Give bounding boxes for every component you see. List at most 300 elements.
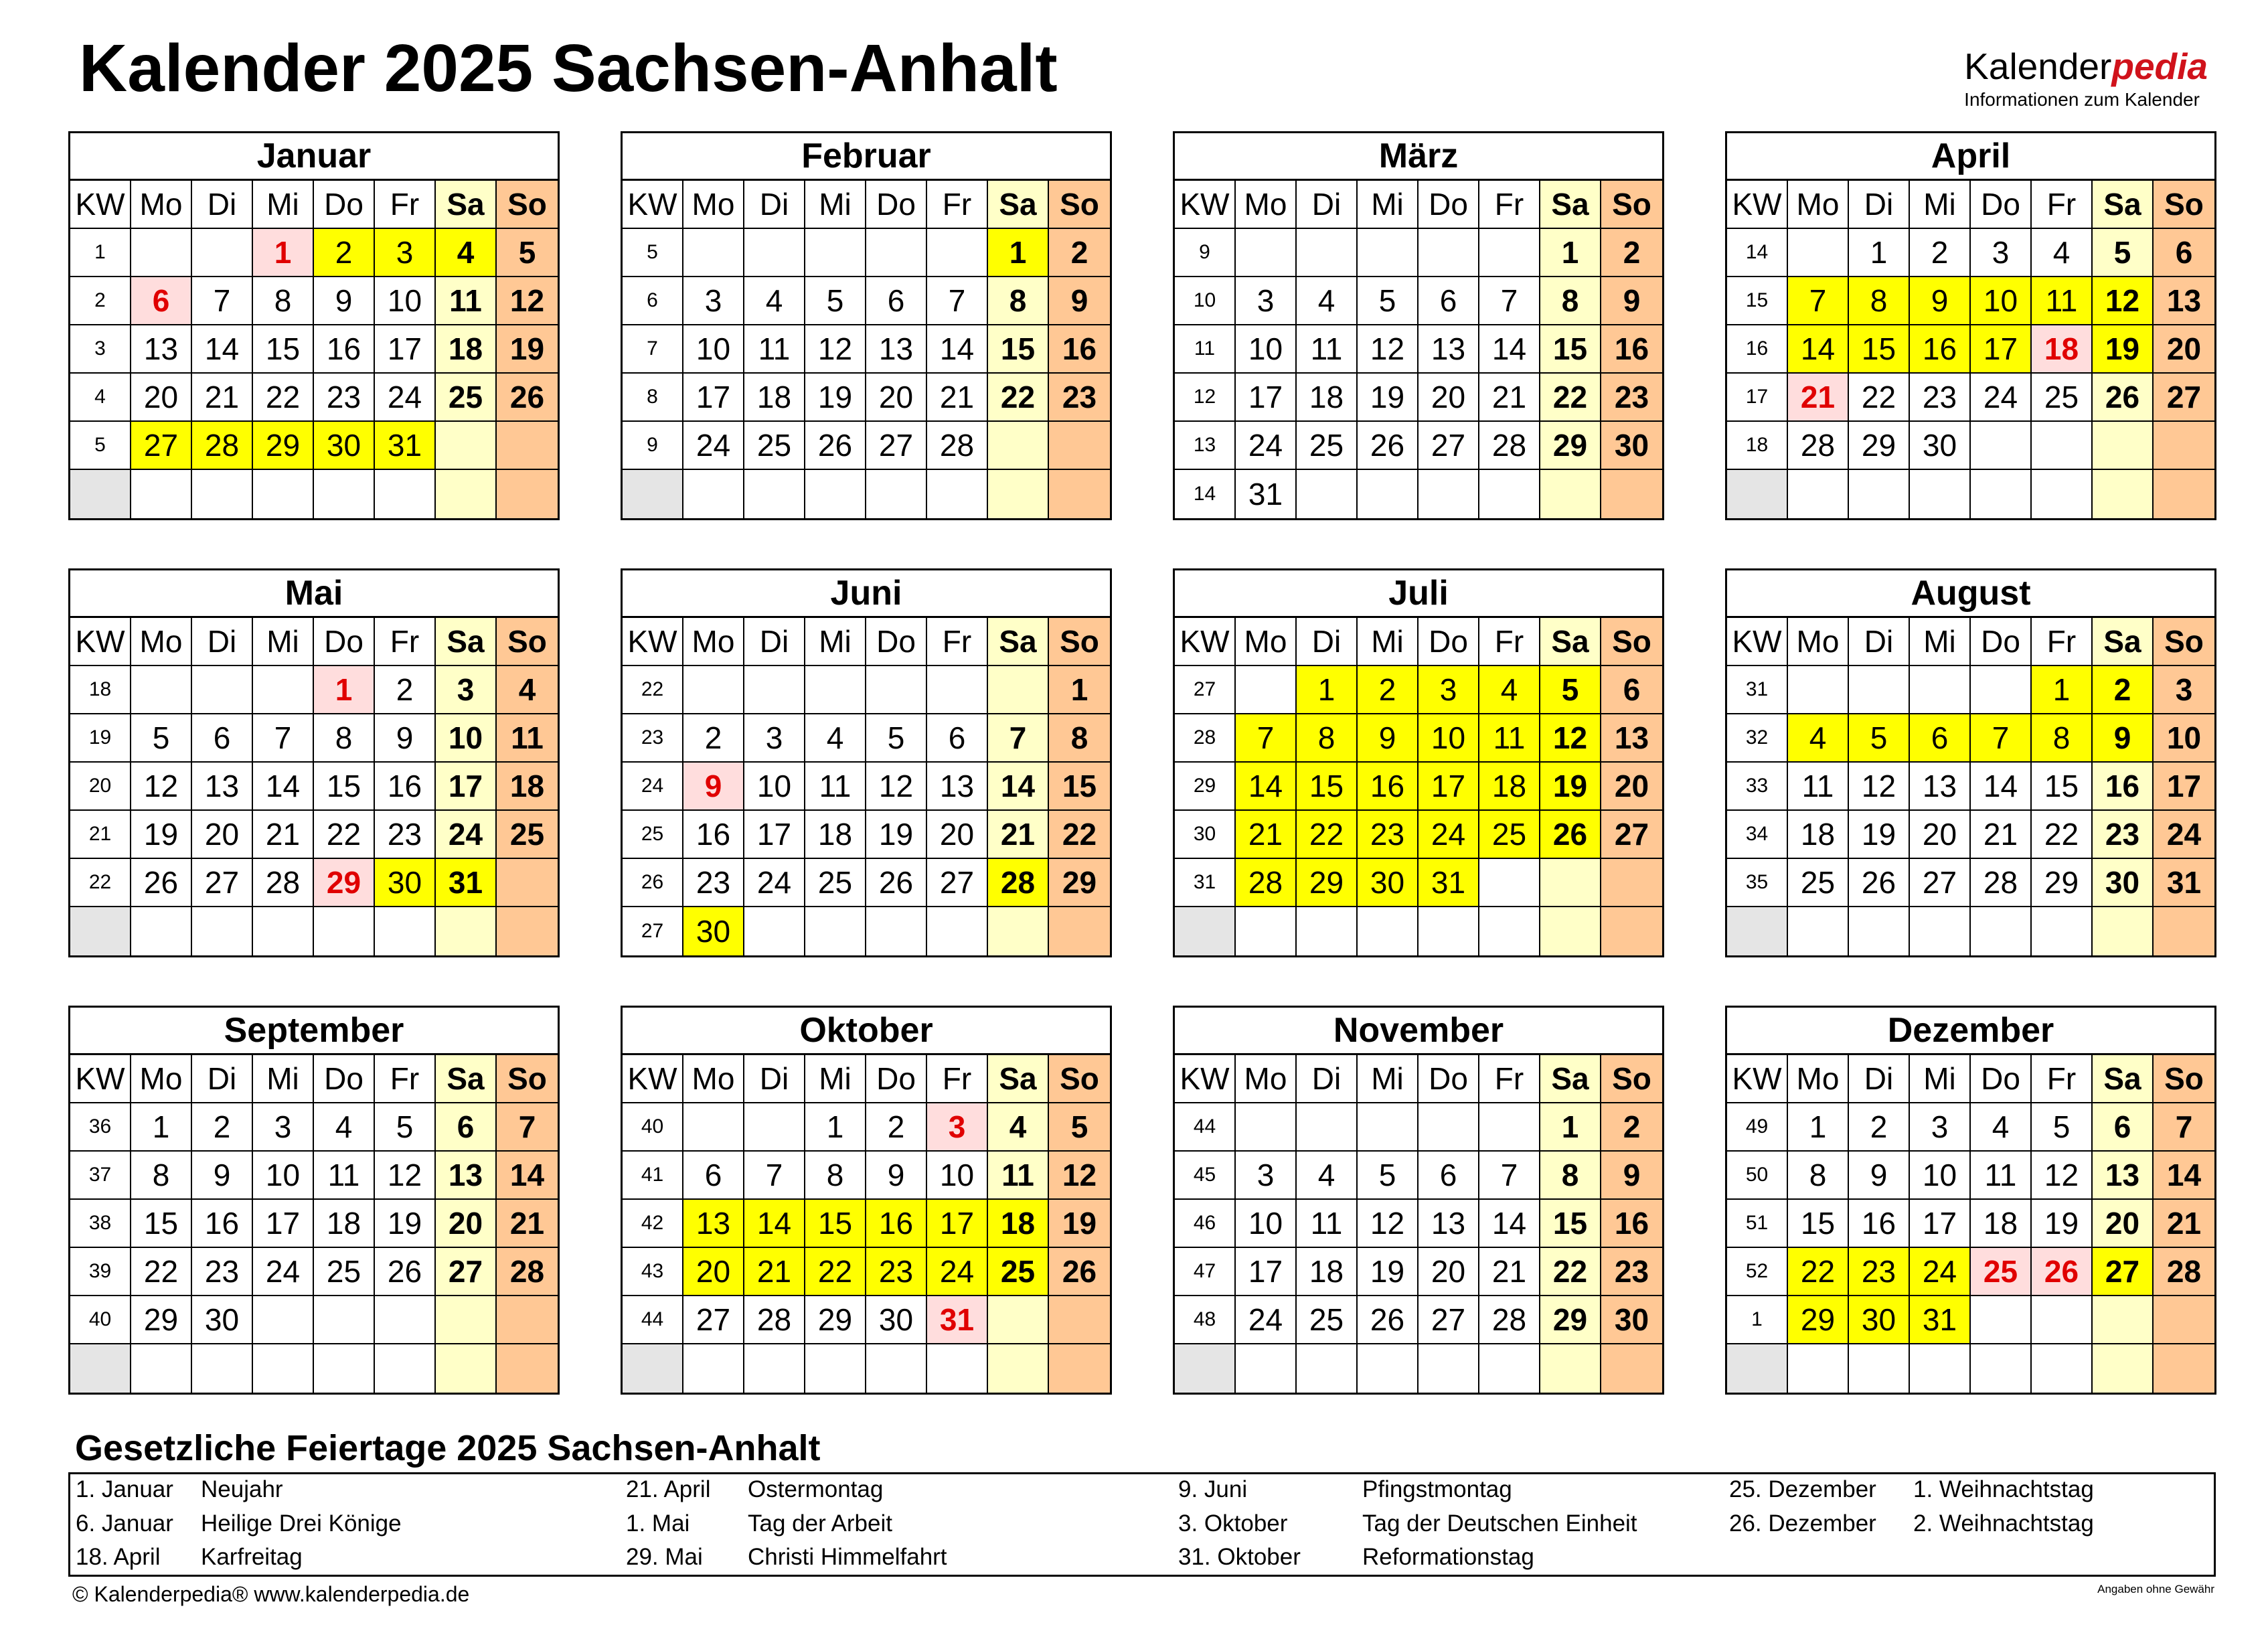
day-cell: 24 bbox=[1236, 422, 1297, 470]
week-number: 35 bbox=[1727, 859, 1788, 907]
empty-day-cell bbox=[436, 1296, 497, 1344]
empty-day-cell bbox=[1419, 229, 1479, 277]
day-cell: 19 bbox=[497, 325, 558, 374]
week-number: 25 bbox=[623, 811, 683, 859]
weekday-header-so: So bbox=[1049, 618, 1110, 666]
empty-day-cell bbox=[2093, 1296, 2154, 1344]
empty-day-cell bbox=[253, 1344, 314, 1393]
empty-day-cell bbox=[1849, 907, 1910, 955]
day-cell: 9 bbox=[1601, 1152, 1662, 1200]
day-cell: 18 bbox=[314, 1200, 375, 1248]
holiday-name: 2. Weihnachtstag bbox=[1913, 1510, 2094, 1537]
weekday-header-so: So bbox=[2154, 618, 2214, 666]
day-cell: 19 bbox=[1049, 1200, 1110, 1248]
empty-day-cell bbox=[988, 1344, 1049, 1393]
day-cell: 8 bbox=[1049, 714, 1110, 763]
day-cell: 27 bbox=[1601, 811, 1662, 859]
day-cell: 13 bbox=[131, 325, 192, 374]
month-title: November bbox=[1175, 1008, 1662, 1055]
day-cell: 21 bbox=[253, 811, 314, 859]
weekday-header-so: So bbox=[1049, 1055, 1110, 1103]
weekday-header-so: So bbox=[1601, 618, 1662, 666]
day-cell: 5 bbox=[866, 714, 927, 763]
day-cell: 11 bbox=[988, 1152, 1049, 1200]
empty-day-cell bbox=[131, 470, 192, 518]
weekday-header-mi: Mi bbox=[1358, 618, 1419, 666]
day-cell: 17 bbox=[1419, 763, 1479, 811]
day-cell: 1 bbox=[1540, 229, 1601, 277]
empty-day-cell bbox=[1788, 907, 1849, 955]
week-number: 40 bbox=[623, 1103, 683, 1152]
empty-day-cell bbox=[744, 1344, 805, 1393]
day-cell: 20 bbox=[1419, 1248, 1479, 1296]
week-number: 19 bbox=[70, 714, 131, 763]
empty-day-cell bbox=[131, 907, 192, 955]
day-cell: 15 bbox=[1540, 1200, 1601, 1248]
day-cell: 8 bbox=[1297, 714, 1358, 763]
week-number: 11 bbox=[1175, 325, 1236, 374]
week-number: 9 bbox=[623, 422, 683, 470]
day-cell: 5 bbox=[131, 714, 192, 763]
holiday-date: 21. April bbox=[626, 1476, 711, 1502]
day-cell: 14 bbox=[2154, 1152, 2214, 1200]
day-cell: 17 bbox=[927, 1200, 988, 1248]
month-april bbox=[1725, 131, 2216, 520]
empty-day-cell bbox=[927, 1344, 988, 1393]
empty-day-cell bbox=[805, 229, 866, 277]
day-cell: 27 bbox=[192, 859, 253, 907]
day-cell: 18 bbox=[1479, 763, 1540, 811]
day-cell: 14 bbox=[253, 763, 314, 811]
day-cell: 18 bbox=[436, 325, 497, 374]
empty-day-cell bbox=[436, 470, 497, 518]
day-cell: 17 bbox=[744, 811, 805, 859]
day-cell: 27 bbox=[1419, 422, 1479, 470]
day-cell: 13 bbox=[1601, 714, 1662, 763]
day-cell: 6 bbox=[2093, 1103, 2154, 1152]
week-number: 23 bbox=[623, 714, 683, 763]
day-cell: 7 bbox=[192, 277, 253, 325]
day-cell: 2 bbox=[866, 1103, 927, 1152]
day-cell: 26 bbox=[2093, 374, 2154, 422]
day-cell: 16 bbox=[866, 1200, 927, 1248]
week-number: 33 bbox=[1727, 763, 1788, 811]
holiday-name: Pfingstmontag bbox=[1362, 1476, 1512, 1502]
holiday-name: 1. Weihnachtstag bbox=[1913, 1476, 2094, 1502]
holidays-title: Gesetzliche Feiertage 2025 Sachsen-Anhalt bbox=[75, 1428, 821, 1468]
day-cell: 16 bbox=[683, 811, 744, 859]
empty-day-cell bbox=[1601, 859, 1662, 907]
weekday-header-fr: Fr bbox=[375, 618, 436, 666]
week-number: 31 bbox=[1727, 666, 1788, 714]
month-grid bbox=[1727, 1055, 2214, 1393]
day-cell: 15 bbox=[1297, 763, 1358, 811]
weekday-header-so: So bbox=[2154, 1055, 2214, 1103]
day-cell: 24 bbox=[436, 811, 497, 859]
day-cell: 3 bbox=[436, 666, 497, 714]
day-cell: 31 bbox=[375, 422, 436, 470]
weekday-header-mi: Mi bbox=[253, 1055, 314, 1103]
day-cell: 21 bbox=[1479, 374, 1540, 422]
weekday-header-di: Di bbox=[744, 181, 805, 229]
holiday-date: 25. Dezember bbox=[1729, 1476, 1876, 1502]
day-cell: 26 bbox=[2032, 1248, 2093, 1296]
day-cell: 25 bbox=[2032, 374, 2093, 422]
day-cell: 14 bbox=[988, 763, 1049, 811]
month-title: Juni bbox=[623, 570, 1110, 618]
day-cell: 30 bbox=[1358, 859, 1419, 907]
month-title: Januar bbox=[70, 133, 558, 181]
day-cell: 18 bbox=[805, 811, 866, 859]
day-cell: 24 bbox=[1419, 811, 1479, 859]
empty-day-cell bbox=[927, 907, 988, 955]
day-cell: 8 bbox=[1788, 1152, 1849, 1200]
day-cell: 3 bbox=[744, 714, 805, 763]
weekday-header-sa: Sa bbox=[1540, 181, 1601, 229]
day-cell: 20 bbox=[131, 374, 192, 422]
day-cell: 23 bbox=[314, 374, 375, 422]
day-cell: 10 bbox=[1971, 277, 2032, 325]
empty-day-cell bbox=[1419, 1344, 1479, 1393]
day-cell: 28 bbox=[2154, 1248, 2214, 1296]
month-september bbox=[68, 1006, 560, 1395]
day-cell: 20 bbox=[2154, 325, 2214, 374]
month-grid bbox=[70, 618, 558, 955]
day-cell: 2 bbox=[1910, 229, 1971, 277]
day-cell: 10 bbox=[683, 325, 744, 374]
empty-day-cell bbox=[1236, 907, 1297, 955]
day-cell: 1 bbox=[2032, 666, 2093, 714]
day-cell: 25 bbox=[988, 1248, 1049, 1296]
week-number: 29 bbox=[1175, 763, 1236, 811]
day-cell: 5 bbox=[375, 1103, 436, 1152]
empty-day-cell bbox=[1910, 470, 1971, 518]
day-cell: 26 bbox=[131, 859, 192, 907]
empty-day-cell bbox=[1479, 907, 1540, 955]
empty-day-cell bbox=[2093, 907, 2154, 955]
empty-day-cell bbox=[1788, 229, 1849, 277]
weekday-header-sa: Sa bbox=[436, 181, 497, 229]
empty-day-cell bbox=[131, 1344, 192, 1393]
day-cell: 7 bbox=[497, 1103, 558, 1152]
day-cell: 31 bbox=[436, 859, 497, 907]
empty-day-cell bbox=[436, 1344, 497, 1393]
weekday-header-mo: Mo bbox=[1788, 1055, 1849, 1103]
day-cell: 9 bbox=[1910, 277, 1971, 325]
week-number: 27 bbox=[623, 907, 683, 955]
weekday-header-do: Do bbox=[314, 618, 375, 666]
week-number: 24 bbox=[623, 763, 683, 811]
day-cell: 7 bbox=[1479, 1152, 1540, 1200]
day-cell: 24 bbox=[253, 1248, 314, 1296]
logo-brand-main: Kalender bbox=[1964, 46, 2112, 87]
day-cell: 10 bbox=[927, 1152, 988, 1200]
day-cell: 29 bbox=[131, 1296, 192, 1344]
month-grid bbox=[623, 181, 1110, 518]
day-cell: 4 bbox=[2032, 229, 2093, 277]
holidays-list bbox=[68, 1472, 2216, 1577]
day-cell: 9 bbox=[1358, 714, 1419, 763]
day-cell: 4 bbox=[314, 1103, 375, 1152]
day-cell: 6 bbox=[131, 277, 192, 325]
day-cell: 5 bbox=[1358, 277, 1419, 325]
week-number: 37 bbox=[70, 1152, 131, 1200]
day-cell: 6 bbox=[2154, 229, 2214, 277]
empty-day-cell bbox=[2093, 470, 2154, 518]
day-cell: 26 bbox=[805, 422, 866, 470]
empty-day-cell bbox=[988, 907, 1049, 955]
day-cell: 21 bbox=[1971, 811, 2032, 859]
day-cell: 28 bbox=[1479, 1296, 1540, 1344]
holiday-date: 6. Januar bbox=[76, 1510, 173, 1537]
empty-day-cell bbox=[2154, 1344, 2214, 1393]
day-cell: 18 bbox=[988, 1200, 1049, 1248]
day-cell: 28 bbox=[192, 422, 253, 470]
empty-day-cell bbox=[1358, 1344, 1419, 1393]
week-number: 39 bbox=[70, 1248, 131, 1296]
day-cell: 11 bbox=[2032, 277, 2093, 325]
month-grid bbox=[1727, 181, 2214, 518]
day-cell: 2 bbox=[2093, 666, 2154, 714]
week-number: 52 bbox=[1727, 1248, 1788, 1296]
weekday-header-mi: Mi bbox=[253, 181, 314, 229]
day-cell: 15 bbox=[314, 763, 375, 811]
day-cell: 8 bbox=[805, 1152, 866, 1200]
month-januar bbox=[68, 131, 560, 520]
week-number: 2 bbox=[70, 277, 131, 325]
day-cell: 17 bbox=[436, 763, 497, 811]
week-number: 26 bbox=[623, 859, 683, 907]
week-number: 5 bbox=[70, 422, 131, 470]
day-cell: 24 bbox=[2154, 811, 2214, 859]
weekday-header-do: Do bbox=[1971, 181, 2032, 229]
empty-day-cell bbox=[2154, 1296, 2214, 1344]
day-cell: 7 bbox=[744, 1152, 805, 1200]
day-cell: 16 bbox=[1601, 1200, 1662, 1248]
empty-day-cell bbox=[1601, 907, 1662, 955]
day-cell: 21 bbox=[744, 1248, 805, 1296]
day-cell: 25 bbox=[436, 374, 497, 422]
empty-day-cell bbox=[744, 666, 805, 714]
day-cell: 20 bbox=[436, 1200, 497, 1248]
month-grid bbox=[1175, 1055, 1662, 1393]
day-cell: 6 bbox=[1910, 714, 1971, 763]
day-cell: 21 bbox=[192, 374, 253, 422]
day-cell: 21 bbox=[1479, 1248, 1540, 1296]
weekday-header-mi: Mi bbox=[1910, 181, 1971, 229]
day-cell: 4 bbox=[1297, 1152, 1358, 1200]
month-title: September bbox=[70, 1008, 558, 1055]
holiday-date: 3. Oktober bbox=[1178, 1510, 1288, 1537]
empty-day-cell bbox=[1910, 907, 1971, 955]
day-cell: 8 bbox=[2032, 714, 2093, 763]
day-cell: 12 bbox=[1540, 714, 1601, 763]
empty-day-cell bbox=[1236, 229, 1297, 277]
weekday-header-fr: Fr bbox=[927, 181, 988, 229]
empty-day-cell bbox=[1358, 229, 1419, 277]
week-number: 31 bbox=[1175, 859, 1236, 907]
day-cell: 2 bbox=[1601, 1103, 1662, 1152]
empty-day-cell bbox=[1971, 1344, 2032, 1393]
empty-day-cell bbox=[2032, 1344, 2093, 1393]
day-cell: 31 bbox=[2154, 859, 2214, 907]
week-number: 48 bbox=[1175, 1296, 1236, 1344]
day-cell: 30 bbox=[683, 907, 744, 955]
weekday-header-so: So bbox=[1601, 181, 1662, 229]
week-number-header: KW bbox=[1175, 181, 1236, 229]
weekday-header-fr: Fr bbox=[927, 1055, 988, 1103]
day-cell: 22 bbox=[1540, 1248, 1601, 1296]
day-cell: 25 bbox=[744, 422, 805, 470]
day-cell: 30 bbox=[1601, 1296, 1662, 1344]
weekday-header-di: Di bbox=[192, 181, 253, 229]
day-cell: 13 bbox=[2093, 1152, 2154, 1200]
weekday-header-mi: Mi bbox=[253, 618, 314, 666]
week-number bbox=[1175, 1344, 1236, 1393]
empty-day-cell bbox=[192, 1344, 253, 1393]
day-cell: 2 bbox=[192, 1103, 253, 1152]
day-cell: 4 bbox=[1297, 277, 1358, 325]
day-cell: 27 bbox=[683, 1296, 744, 1344]
day-cell: 23 bbox=[683, 859, 744, 907]
weekday-header-do: Do bbox=[866, 1055, 927, 1103]
day-cell: 20 bbox=[1910, 811, 1971, 859]
week-number bbox=[1175, 907, 1236, 955]
empty-day-cell bbox=[1358, 907, 1419, 955]
day-cell: 30 bbox=[2093, 859, 2154, 907]
day-cell: 11 bbox=[1297, 1200, 1358, 1248]
day-cell: 7 bbox=[1971, 714, 2032, 763]
day-cell: 7 bbox=[988, 714, 1049, 763]
month-grid bbox=[1175, 618, 1662, 955]
day-cell: 4 bbox=[1479, 666, 1540, 714]
day-cell: 13 bbox=[866, 325, 927, 374]
day-cell: 8 bbox=[131, 1152, 192, 1200]
empty-day-cell bbox=[805, 1344, 866, 1393]
day-cell: 22 bbox=[2032, 811, 2093, 859]
month-title: April bbox=[1727, 133, 2214, 181]
day-cell: 5 bbox=[2032, 1103, 2093, 1152]
week-number: 47 bbox=[1175, 1248, 1236, 1296]
weekday-header-so: So bbox=[497, 618, 558, 666]
week-number: 42 bbox=[623, 1200, 683, 1248]
kalenderpedia-logo[interactable] bbox=[1964, 48, 2208, 110]
day-cell: 29 bbox=[1540, 1296, 1601, 1344]
day-cell: 4 bbox=[1971, 1103, 2032, 1152]
empty-day-cell bbox=[375, 1296, 436, 1344]
empty-day-cell bbox=[988, 422, 1049, 470]
empty-day-cell bbox=[131, 666, 192, 714]
day-cell: 28 bbox=[1479, 422, 1540, 470]
empty-day-cell bbox=[2154, 470, 2214, 518]
week-number: 44 bbox=[1175, 1103, 1236, 1152]
empty-day-cell bbox=[375, 907, 436, 955]
day-cell: 2 bbox=[314, 229, 375, 277]
day-cell: 1 bbox=[805, 1103, 866, 1152]
empty-day-cell bbox=[497, 470, 558, 518]
week-number-header: KW bbox=[623, 181, 683, 229]
week-number: 10 bbox=[1175, 277, 1236, 325]
empty-day-cell bbox=[866, 907, 927, 955]
day-cell: 1 bbox=[1788, 1103, 1849, 1152]
week-number bbox=[1727, 1344, 1788, 1393]
empty-day-cell bbox=[192, 229, 253, 277]
weekday-header-do: Do bbox=[866, 181, 927, 229]
weekday-header-mo: Mo bbox=[1236, 181, 1297, 229]
empty-day-cell bbox=[2093, 422, 2154, 470]
day-cell: 9 bbox=[1849, 1152, 1910, 1200]
day-cell: 14 bbox=[1236, 763, 1297, 811]
day-cell: 18 bbox=[1297, 1248, 1358, 1296]
month-title: Juli bbox=[1175, 570, 1662, 618]
day-cell: 13 bbox=[1419, 1200, 1479, 1248]
weekday-header-mo: Mo bbox=[1788, 618, 1849, 666]
weekday-header-so: So bbox=[497, 181, 558, 229]
day-cell: 31 bbox=[1236, 470, 1297, 518]
day-cell: 22 bbox=[1049, 811, 1110, 859]
empty-day-cell bbox=[2032, 907, 2093, 955]
empty-day-cell bbox=[2154, 907, 2214, 955]
day-cell: 12 bbox=[131, 763, 192, 811]
day-cell: 8 bbox=[314, 714, 375, 763]
empty-day-cell bbox=[1540, 859, 1601, 907]
day-cell: 31 bbox=[1910, 1296, 1971, 1344]
empty-day-cell bbox=[805, 666, 866, 714]
empty-day-cell bbox=[314, 1296, 375, 1344]
week-number: 34 bbox=[1727, 811, 1788, 859]
day-cell: 27 bbox=[1910, 859, 1971, 907]
day-cell: 30 bbox=[375, 859, 436, 907]
empty-day-cell bbox=[131, 229, 192, 277]
day-cell: 4 bbox=[1788, 714, 1849, 763]
day-cell: 26 bbox=[1049, 1248, 1110, 1296]
week-number: 32 bbox=[1727, 714, 1788, 763]
empty-day-cell bbox=[1297, 1103, 1358, 1152]
empty-day-cell bbox=[1358, 470, 1419, 518]
day-cell: 9 bbox=[1049, 277, 1110, 325]
empty-day-cell bbox=[1419, 470, 1479, 518]
day-cell: 3 bbox=[683, 277, 744, 325]
empty-day-cell bbox=[1788, 666, 1849, 714]
week-number: 16 bbox=[1727, 325, 1788, 374]
week-number: 17 bbox=[1727, 374, 1788, 422]
weekday-header-fr: Fr bbox=[1479, 1055, 1540, 1103]
day-cell: 20 bbox=[2093, 1200, 2154, 1248]
day-cell: 16 bbox=[1601, 325, 1662, 374]
weekday-header-di: Di bbox=[1297, 181, 1358, 229]
day-cell: 12 bbox=[2032, 1152, 2093, 1200]
week-number bbox=[1727, 470, 1788, 518]
day-cell: 12 bbox=[2093, 277, 2154, 325]
day-cell: 12 bbox=[805, 325, 866, 374]
day-cell: 19 bbox=[866, 811, 927, 859]
day-cell: 16 bbox=[1358, 763, 1419, 811]
week-number: 5 bbox=[623, 229, 683, 277]
day-cell: 22 bbox=[131, 1248, 192, 1296]
empty-day-cell bbox=[866, 470, 927, 518]
day-cell: 19 bbox=[2093, 325, 2154, 374]
weekday-header-fr: Fr bbox=[1479, 181, 1540, 229]
weekday-header-sa: Sa bbox=[436, 1055, 497, 1103]
week-number: 51 bbox=[1727, 1200, 1788, 1248]
day-cell: 1 bbox=[253, 229, 314, 277]
day-cell: 29 bbox=[1788, 1296, 1849, 1344]
day-cell: 16 bbox=[375, 763, 436, 811]
week-number: 43 bbox=[623, 1248, 683, 1296]
day-cell: 2 bbox=[375, 666, 436, 714]
empty-day-cell bbox=[1971, 1296, 2032, 1344]
day-cell: 26 bbox=[375, 1248, 436, 1296]
